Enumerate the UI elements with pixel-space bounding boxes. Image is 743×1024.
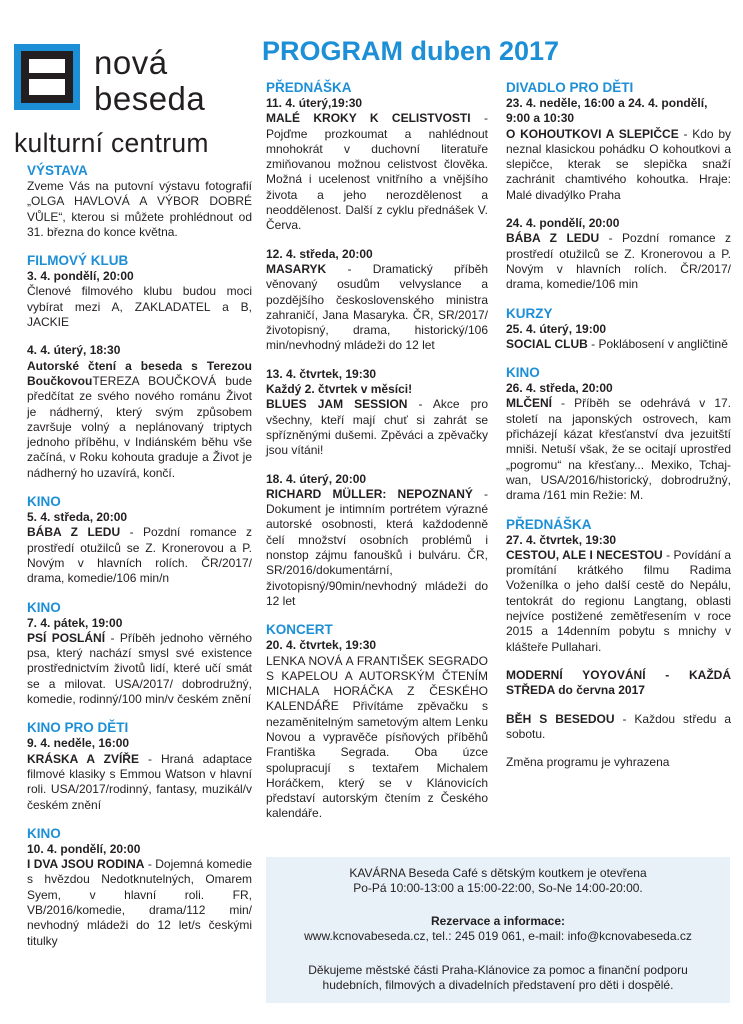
logo-mark-icon [14,44,80,110]
event-description [266,654,488,822]
event-title: MLČENÍ [506,396,552,411]
section-heading: PŘEDNÁŠKA [266,80,352,95]
event [27,736,252,812]
event-description [27,631,252,707]
info-box [266,857,730,1003]
program-section [27,163,252,240]
program-section [506,365,731,503]
thanks-note: Děkujeme městské části Praha-Klánovice za pomoc a finanční podporu hudebních, filmových a divadelních představení pro děti i dospělé. [308,963,688,993]
event-body: - Dojemná komedie s hvězdou Nedotknutelných, Omarem Syem, v hlavní roli. FR, VB/2016/komedie, drama/112 min/ nevhodný mládeži do 12 let/s českými titulky [27,857,252,948]
cafe-hours: Po-Pá 10:00-13:00 a 15:00-22:00, So-Ne 14:00-20:00. [353,881,643,896]
event [506,96,731,203]
logo-text-line2: beseda [94,80,206,117]
event [27,842,252,949]
event-title: KRÁSKA A ZVÍŘE [27,751,139,766]
event [506,533,731,655]
logo-text-line1: nová [94,44,168,81]
event-description [27,525,252,586]
program-section [27,253,252,481]
event-date: 9. 4. neděle, 16:00 [27,736,130,751]
event-date: 25. 4. úterý, 19:00 [506,321,607,336]
event [266,472,488,610]
program-section [506,668,731,699]
event-title: BÁBA Z LEDU [27,525,121,540]
event-description [266,111,488,233]
event-date: 10. 4. pondělí, 20:00 [27,841,141,856]
event-description [506,755,731,770]
logo [14,44,254,158]
event-date: 18. 4. úterý, 20:00 [266,471,367,486]
event-title: MASARYK [266,261,327,276]
section-heading: KINO [506,365,540,381]
event-title: PSÍ POSLÁNÍ [27,630,106,645]
event-title: BÁBA Z LEDU [506,231,600,246]
event [266,638,488,822]
event-body: TEREZA BOUČKOVÁ bude předčítat ze svého nového románu Život je nádherný, který svým způsobem završuje volný a neplánovaný triptych jednoho příběhu, v Indiánském běhu vše začíná, v Roku kohouta graduje a Život je nádherný ho uzavírá, končí. [27,373,252,480]
event-body: - Poklábosení v angličtině [587,336,728,351]
event-description [27,284,252,330]
program-section [506,306,731,353]
program-section [506,517,731,655]
event-date: 4. 4. úterý, 18:30 [27,343,121,358]
event-title: MODERNÍ YOYOVÁNÍ - KAŽDÁ STŘEDA do června 2017 [506,667,731,698]
section-heading: VÝSTAVA [27,163,88,178]
event-description [506,548,731,655]
event [27,510,252,586]
event-body: - Dokument je intimním portrétem výrazné autorské osobnosti, která každodenně čelí množství osobních problémů i nonstop zájmu fanoušků i bulváru. ČR, SR/2016/dokumentární, životopisný/90min/nevhodný mládeži do 12 let [266,486,488,608]
event-description [506,712,731,743]
event-description [27,857,252,949]
event-body: LENKA NOVÁ A FRANTIŠEK SEGRADO S KAPELOU A AUTORSKÝM ČTENÍM MICHALA HORÁČKA Z ČESKÉHO KALENDÁŘE Přivítáme zpěvačku s nezaměnitelným sametovým altem Lenku Novou a vypravěče písňových příběhů Františka Segrada. Oba úzce spolupracují s textařem Michalem Horáčkem, který se v Klánovicích představí autorským čtením z Českého kalendáře. [266,653,488,821]
event-body: Členové filmového klubu budou moci vybírat mezi A, ZAKLADATEL a B, JACKIE [27,284,252,330]
event-body: - Kdo by neznal klasickou pohádku O kohoutkovi a slepičce, kterak se slepička snaží zachránit chamtivého kohoutka. Hraje: Malé divadýlko Praha [506,126,731,202]
event [506,322,731,353]
event-body: - Každou středu a sobotu. [506,711,731,741]
event [506,216,731,292]
program-section [27,600,252,708]
event-description [266,397,488,458]
event [27,179,252,240]
event-description [506,668,731,699]
event-body: - Akce pro všechny, kteří mají chuť si zahrát se spřízněnými dušemi. Zpěváci a zpěvačky jsou vítáni! [266,397,488,458]
event-title: Autorské čtení a beseda s Terezou Boučkovou [27,358,252,388]
event [506,755,731,770]
program-section [27,826,252,949]
event [27,616,252,708]
section-heading: KINO [27,825,61,841]
event-description [506,337,731,352]
program-section [506,712,731,743]
event-body: - Pojďme prozkoumat a nahlédnout mnohokrát v duchovní literatuře zmiňovanou možnou celistvost člověka. Možná i ucelenost vnitřního a vnějšího života a jeho nerozdělenost a neoddělenost. Další z cyklu přednášek V. Červa. [266,111,488,233]
column-1 [27,163,252,962]
section-heading: DIVADLO PRO DĚTI [506,80,634,95]
event-date: 26. 4. středa, 20:00 [506,381,613,396]
program-section [506,755,731,770]
cafe-line: KAVÁRNA Beseda Café s dětským koutkem je otevřena [349,866,647,880]
column-2 [266,80,488,835]
event-body: - Pozdní romance z prostředí otužilců se Z. Kronerovou a P. Novým v hlavních rolích. ČR/2017/ drama, komedie/106 min/n [27,525,252,586]
event [266,247,488,354]
event-title: I DVA JSOU RODINA [27,857,145,872]
event [266,367,488,459]
event-body: Změna programu je vyhrazena [506,755,670,770]
event-title: SOCIAL CLUB [506,336,588,351]
event-description [506,396,731,503]
section-heading: KONCERT [266,622,333,638]
event-date: 13. 4. čtvrtek, 19:30 [266,366,377,381]
section-heading: KINO PRO DĚTI [27,720,129,736]
program-section [506,80,731,293]
program-section [266,80,488,609]
event [506,381,731,503]
reservations-heading: Rezervace a informace: [430,914,566,928]
event-body: - Příběh jednoho věrného psa, který nachází smysl své existence prostřednictvím životů lidí, které učí smát se a milovat. USA/2017/ dobrodružný, komedie, rodinný/100 min/v českém znění [27,630,252,707]
program-section [266,622,488,822]
event-title: BLUES JAM SESSION [266,397,408,412]
event [27,269,252,330]
section-heading: KINO [27,599,61,615]
event-title: O KOHOUTKOVI A SLEPIČCE [506,126,679,141]
event-date: 5. 4. středa, 20:00 [27,510,128,525]
event-body: - Povídání a promítání krátkého filmu Radima Voženílka o jeho další cestě do Nepálu, tentokrát do regionu Langtang, oblasti nejvíce postižené zemětřesením v roce 2015 a 14denním pobytu s mnichy v klášteře Pullahari. [506,547,732,654]
event [506,668,731,699]
event-description [266,487,488,609]
section-heading: FILMOVÝ KLUB [27,253,129,269]
event-date: 11. 4. úterý,19:30 [266,96,363,110]
section-heading: PŘEDNÁŠKA [506,516,592,532]
event-body: - Pozdní romance z prostředí otužilců se Z. Kronerovou a P. Novým v hlavních rolích. ČR/2017/ drama, komedie/106 min [506,231,731,292]
section-heading: KINO [27,494,61,510]
event-title: MALÉ KROKY K CELISTVOSTI [266,111,471,126]
event-date: 7. 4. pátek, 19:00 [27,615,123,630]
event-description [506,127,731,203]
event-title: CESTOU, ALE I NECESTOU [506,547,663,562]
event-body: Zveme Vás na putovní výstavu fotografií „OLGA HAVLOVÁ A VÝBOR DOBRÉ VŮLE“, kterou si můžete prohlédnout od 31. března do konce května. [27,179,252,239]
event-title: BĚH S BESEDOU [506,711,615,726]
event-date: 24. 4. pondělí, 20:00 [506,216,620,231]
page-title: PROGRAM duben 2017 [262,36,560,66]
event [27,343,252,481]
event-note: Každý 2. čtvrtek v měsíci! [266,382,413,397]
event-date: 3. 4. pondělí, 20:00 [27,269,134,284]
event-date: 12. 4. středa, 20:00 [266,246,373,261]
event-description [27,179,252,240]
event-description [27,752,252,813]
event [266,96,488,234]
event-title: RICHARD MÜLLER: NEPOZNANÝ [266,486,473,501]
program-section [27,494,252,586]
column-3 [506,80,731,783]
event-date: 27. 4. čtvrtek, 19:30 [506,532,617,547]
event-date: 20. 4. čtvrtek, 19:30 [266,638,377,653]
event-description [266,262,488,354]
program-section [27,720,252,812]
event-description [27,359,252,481]
event-body: - Příběh se odehrává v 17. století na japonských ostrovech, kam přicházejí kázat křesťanství dva jezuitští mniši. Netuší však, že se ocitají uprostřed „pogromu“ na křesťany... Mexiko, Tchaj-wan, USA/2016/historický, dobrodružný, drama /161 min Režie: M. [506,396,731,503]
event-date: 23. 4. neděle, 16:00 a 24. 4. pondělí, 9:00 a 10:30 [506,96,708,126]
event-body: - Hraná adaptace filmové klasiky s Emmou Watson v hlavní roli. USA/2017/rodinný, fantasy, muzikál/v českém znění [27,751,253,812]
event [506,712,731,743]
logo-text-line3: kulturní centrum [14,128,209,158]
section-heading: KURZY [506,305,553,321]
event-description [506,231,731,292]
event-body: - Dramatický příběh věnovaný osudům velvyslance a pozdějšího československého ministra zahraničí, Jana Masaryka. ČR, SR/2017/ životopisný, drama, historický/106 min/nevhodný mládeži do 12 let [266,261,488,353]
contacts[interactable]: www.kcnovabeseda.cz, tel.: 245 019 061, e-mail: info@kcnovabeseda.cz [304,929,692,944]
